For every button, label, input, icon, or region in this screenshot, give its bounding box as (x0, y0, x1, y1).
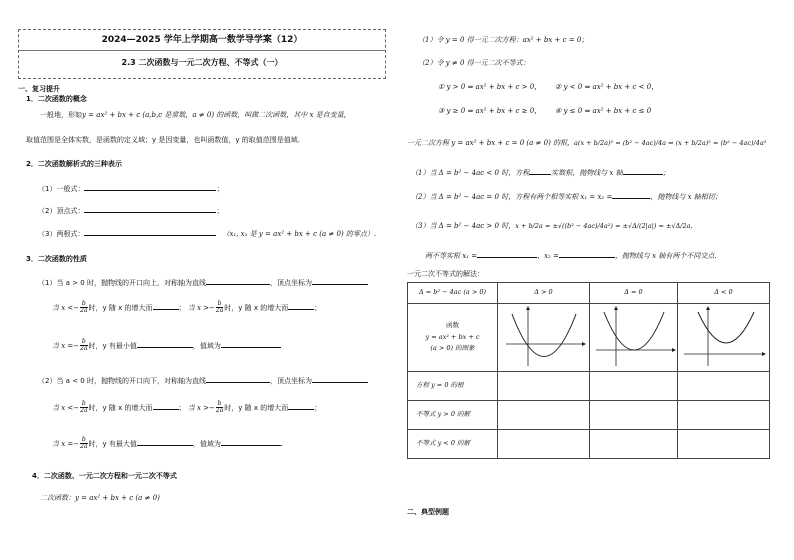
s1-para-line2: 取值范围是全体实数，是函数的定义域；y 是因变量，也叫函数值，y 的取值范围是值域. (26, 136, 300, 144)
table-cell-lt: 不等式 y < 0 的解 (408, 430, 498, 459)
blank-case-2[interactable] (612, 198, 650, 199)
blank-vertex-2[interactable] (312, 382, 368, 383)
inequality-table (407, 282, 770, 459)
blank-mono-2[interactable] (288, 309, 314, 310)
s3-a-pos: （1）当 a > 0 时，抛物线的开口向上，对称轴为直线 ，顶点坐标为 (38, 279, 368, 287)
s3-a-neg: （2）当 a < 0 时，抛物线的开口向下，对称轴为直线 ，顶点坐标为 (38, 377, 368, 385)
table-cell-blank[interactable] (590, 401, 678, 430)
table-cell-gt: 不等式 y > 0 的解 (408, 401, 498, 430)
blank-mono-4[interactable] (288, 409, 314, 410)
table-header-neg: Δ < 0 (678, 283, 770, 304)
r-case-2: （2）当 Δ = b² − 4ac = 0 时，方程有两个相等实根 x₁ = x₂ = ，抛物线与 x 轴相切； (411, 193, 722, 201)
table-cell-graph-label: 函数 y = ax² + bx + c (a > 0) 的图象 (408, 304, 498, 372)
s4-title: 4．二次函数、一元二次方程和一元二次不等式 (32, 472, 177, 480)
r-ineq-4: ④ y ≤ 0 ⇔ ax² + bx + c ≤ 0 (555, 107, 652, 115)
table-cell-blank[interactable] (678, 401, 770, 430)
header-divider (19, 50, 385, 51)
r-ineq-2: ② y < 0 ⇔ ax² + bx + c < 0， (555, 83, 659, 91)
blank-general[interactable] (84, 190, 216, 191)
table-header-delta: Δ = b² − 4ac (a > 0) (408, 283, 498, 304)
table-header-pos: Δ > 0 (498, 283, 590, 304)
parabola-two-roots-figure (498, 304, 590, 371)
s3-a-neg-max: 当 x =− $\frac{b}{2a}$ 时，y 有最大值 ，值域为 . (52, 436, 284, 451)
graph-two-roots (498, 304, 590, 372)
blank-min[interactable] (137, 347, 193, 348)
header-box (18, 29, 386, 79)
s4-quadratic: 二次函数：y = ax² + bx + c (a ≠ 0) (40, 494, 160, 502)
blank-vertex[interactable] (84, 212, 216, 213)
section-examples: 二、典型例题 (407, 508, 449, 516)
table-header-zero: Δ = 0 (590, 283, 678, 304)
s2-two-root: （3）两根式： （x₁, x₂ 是 y = ax² + bx + c (a ≠ 0) 的零点）. (38, 230, 377, 238)
table-row (408, 430, 770, 459)
table-cell-blank[interactable] (590, 430, 678, 459)
parabola-tangent-figure (590, 304, 678, 371)
blank-max[interactable] (137, 445, 193, 446)
r-case-3-roots: 两不等实根 x₁ = ，x₂ = ，抛物线与 x 轴有两个不同交点. (425, 252, 717, 260)
page-subtitle: 2.3 二次函数与一元二次方程、不等式（一） (121, 58, 283, 67)
r-roots-line: 一元二次方程 y = ax² + bx + c = 0 (a ≠ 0) 的根，a(x + b/2a)² = (b² − 4ac)/4a ⇒ (x + b/2a)² = (b² − 4ac)/4a² (407, 139, 767, 147)
table-row (408, 283, 770, 304)
r-method-title: 一元二次不等式的解法： (407, 270, 484, 278)
blank-axis-2[interactable] (206, 382, 270, 383)
table-cell-blank[interactable] (678, 430, 770, 459)
section-review: 一、复习提升 (18, 85, 60, 93)
blank-x2[interactable] (559, 257, 615, 258)
r-ineq-3: ③ y ≥ 0 ⇔ ax² + bx + c ≥ 0， (438, 107, 542, 115)
table-row (408, 401, 770, 430)
blank-range-1[interactable] (221, 347, 281, 348)
s3-a-pos-mono: 当 x <− $\frac{b}{2a}$ 时，y 随 x 的增大而 ； 当 x >− $\frac{b}{2a}$ 时，y 随 x 的增大而 ； (52, 300, 322, 315)
table-row (408, 304, 770, 372)
r-case-3: （3）当 Δ = b² − 4ac > 0 时，x + b/2a = ±√((b² − 4ac)/4a²) = ±√Δ/(2|a|) = ±√Δ/2a， (411, 222, 697, 230)
graph-one-root (590, 304, 678, 372)
r-case-1: （1）当 Δ = b² − 4ac < 0 时，方程 实数根，抛物线与 x 轴 ； (411, 169, 670, 177)
blank-case-1a[interactable] (529, 174, 551, 175)
blank-two-root[interactable] (84, 235, 216, 236)
table-cell-blank[interactable] (498, 372, 590, 401)
s2-title: 2．二次函数解析式的三种表示 (26, 160, 122, 168)
blank-case-1b[interactable] (623, 174, 663, 175)
s1-para-line1: 一般地，形如y = ax² + bx + c (a,b,c 是常数，a ≠ 0) 的函数，叫做二次函数，其中 x 是自变量， (40, 111, 351, 119)
blank-x1[interactable] (477, 257, 537, 258)
r-eq: （1）令 y = 0 得一元二次方程：ax² + bx + c = 0； (418, 36, 589, 44)
s3-title: 3．二次函数的性质 (26, 255, 87, 263)
table-cell-roots: 方程 y = 0 的根 (408, 372, 498, 401)
s1-title: 1．二次函数的概念 (26, 95, 87, 103)
s3-a-neg-mono: 当 x <− $\frac{b}{2a}$ 时，y 随 x 的增大而 ； 当 x >− $\frac{b}{2a}$ 时，y 随 x 的增大而 ； (52, 400, 322, 415)
s3-a-pos-min: 当 x =− $\frac{b}{2a}$ 时，y 有最小值 ，值域为 (52, 339, 281, 353)
blank-axis-1[interactable] (206, 284, 270, 285)
r-ineq-1: ① y > 0 ⇔ ax² + bx + c > 0， (438, 83, 542, 91)
table-cell-blank[interactable] (498, 401, 590, 430)
table-row (408, 372, 770, 401)
blank-mono-3[interactable] (153, 409, 179, 410)
table-cell-blank[interactable] (678, 372, 770, 401)
blank-mono-1[interactable] (153, 309, 179, 310)
r-ineq: （2）令 y ≠ 0 得一元二次不等式： (418, 59, 530, 67)
s2-general: （1）一般式： ； (38, 185, 224, 193)
parabola-no-root-figure (678, 304, 770, 371)
blank-range-2[interactable] (221, 445, 281, 446)
graph-no-root (678, 304, 770, 372)
page-title: 2024—2025 学年上学期高一数学导学案（12） (101, 35, 303, 45)
table-cell-blank[interactable] (498, 430, 590, 459)
table-cell-blank[interactable] (590, 372, 678, 401)
blank-vertex-1[interactable] (312, 284, 368, 285)
s2-vertex: （2）顶点式： ； (38, 207, 224, 215)
